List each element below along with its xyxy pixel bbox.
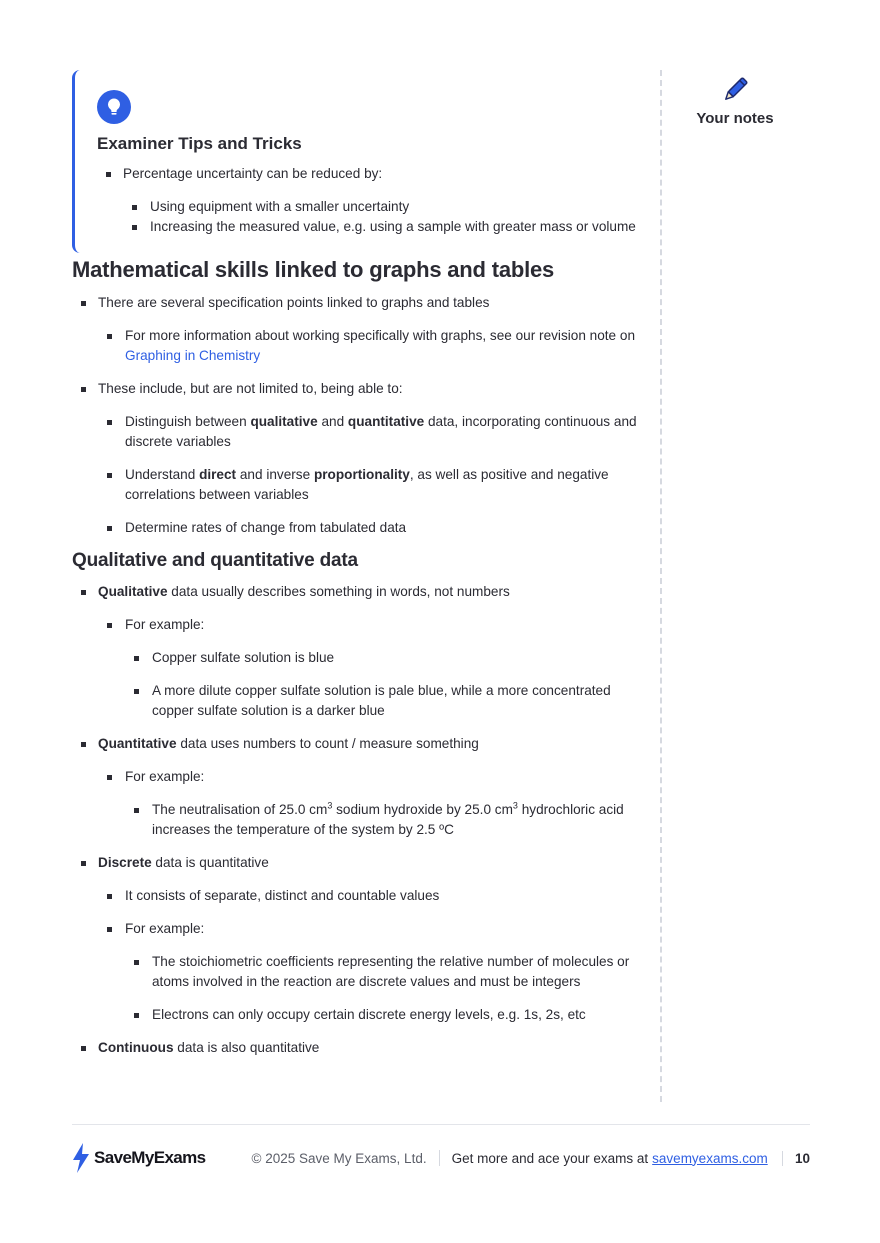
list-item: The stoichiometric coefficients representing the relative number of molecules or atoms involved in the reaction are discrete values and must be integers	[125, 952, 652, 992]
list-item: Understand direct and inverse proportionality, as well as positive and negative correlations between variables	[98, 465, 652, 505]
section-heading: Mathematical skills linked to graphs and tables	[72, 257, 555, 282]
footer	[72, 1140, 810, 1176]
sub-list	[98, 886, 652, 1025]
section-subheading: Qualitative and quantitative data	[72, 550, 358, 571]
sub-sub-list	[125, 648, 652, 721]
sub-sub-list	[125, 952, 652, 1025]
sub-sub-list	[125, 800, 652, 840]
pencil-icon	[719, 74, 751, 106]
copyright: © 2025 Save My Exams, Ltd.	[251, 1150, 427, 1166]
footer-cta: Get more and ace your exams at savemyexams.com	[451, 1150, 768, 1166]
examiner-tips-box	[72, 70, 652, 253]
notes-divider	[660, 70, 662, 1102]
list-item: It consists of separate, distinct and countable values	[98, 886, 652, 906]
list-item: For more information about working specifically with graphs, see our revision note on Graphing in Chemistry	[98, 326, 652, 366]
sub-list	[98, 767, 652, 840]
sub-list	[98, 326, 652, 366]
footer-separator	[439, 1150, 440, 1166]
main-content	[72, 70, 652, 1058]
list-item: There are several specification points linked to graphs and tables For more information about working specifically with graphs, see our revision note on Graphing in Chemistry	[72, 293, 652, 366]
graphing-link[interactable]: Graphing in Chemistry	[125, 348, 261, 363]
list-item: Copper sulfate solution is blue	[125, 648, 652, 668]
lightning-bolt-icon	[72, 1143, 90, 1173]
list-item: Increasing the measured value, e.g. using a sample with greater mass or volume	[123, 217, 652, 237]
list-item: For example: Copper sulfate solution is blue A more dilute copper sulfate solution is pale blue, while a more concentrated copper sulfate solution is a darker blue	[98, 615, 652, 721]
website-link[interactable]: savemyexams.com	[652, 1150, 768, 1166]
list-item: Discrete data is quantitative It consists of separate, distinct and countable values For example: The stoichiometric coefficients representing the relative number of molecules or atoms involved in the reaction are discrete values and must be integers Electrons can only occupy certain discrete energy levels, e.g. 1s, 2s, etc	[72, 853, 652, 1025]
list-item: Electrons can only occupy certain discrete energy levels, e.g. 1s, 2s, etc	[125, 1005, 652, 1025]
footer-divider	[72, 1124, 810, 1125]
list-item: These include, but are not limited to, being able to: Distinguish between qualitative and quantitative data, incorporating continuous and discrete variables Understand direct and inverse proportionality, as well as positive and negative correlations between variables Determine rates of change from tabulated data	[72, 379, 652, 538]
bullet-list	[72, 582, 652, 1058]
list-item: Continuous data is also quantitative	[72, 1038, 652, 1058]
sub-list	[98, 615, 652, 721]
tips-list	[97, 164, 652, 237]
list-item: Distinguish between qualitative and quantitative data, incorporating continuous and discrete variables	[98, 412, 652, 452]
list-item: Percentage uncertainty can be reduced by: Using equipment with a smaller uncertainty Increasing the measured value, e.g. using a sample with greater mass or volume	[97, 164, 652, 237]
list-item: Quantitative data uses numbers to count / measure something For example: The neutralisation of 25.0 $cm^3$ sodium hydroxide by 25.0 $cm^3$ hydrochloric acid increases the temperature of the system by 2.5 ºC	[72, 734, 652, 840]
list-item: Qualitative data usually describes something in words, not numbers For example: Copper sulfate solution is blue A more dilute copper sulfate solution is pale blue, while a more concentrated copper sulfate solution is a darker blue	[72, 582, 652, 721]
sub-list	[123, 197, 652, 237]
page-number: 10	[782, 1151, 810, 1166]
tips-title: Examiner Tips and Tricks	[97, 134, 302, 153]
list-item: A more dilute copper sulfate solution is pale blue, while a more concentrated copper sulfate solution is a darker blue	[125, 681, 652, 721]
sub-list	[98, 412, 652, 538]
list-item: The neutralisation of 25.0 $cm^3$ sodium hydroxide by 25.0 $cm^3$ hydrochloric acid increases the temperature of the system by 2.5 ºC	[125, 800, 652, 840]
list-item: Using equipment with a smaller uncertainty	[123, 197, 652, 217]
brand-name: SaveMyExams	[94, 1148, 206, 1167]
lightbulb-icon	[97, 90, 131, 124]
your-notes[interactable]	[690, 74, 780, 127]
brand-logo[interactable]	[72, 1143, 206, 1173]
your-notes-label: Your notes	[696, 110, 774, 127]
list-item: For example: The stoichiometric coefficients representing the relative number of molecules or atoms involved in the reaction are discrete values and must be integers Electrons can only occupy certain discrete energy levels, e.g. 1s, 2s, etc	[98, 919, 652, 1025]
bullet-list	[72, 293, 652, 538]
list-item: Determine rates of change from tabulated data	[98, 518, 652, 538]
list-item: For example: The neutralisation of 25.0 $cm^3$ sodium hydroxide by 25.0 $cm^3$ hydrochloric acid increases the temperature of the system by 2.5 ºC	[98, 767, 652, 840]
